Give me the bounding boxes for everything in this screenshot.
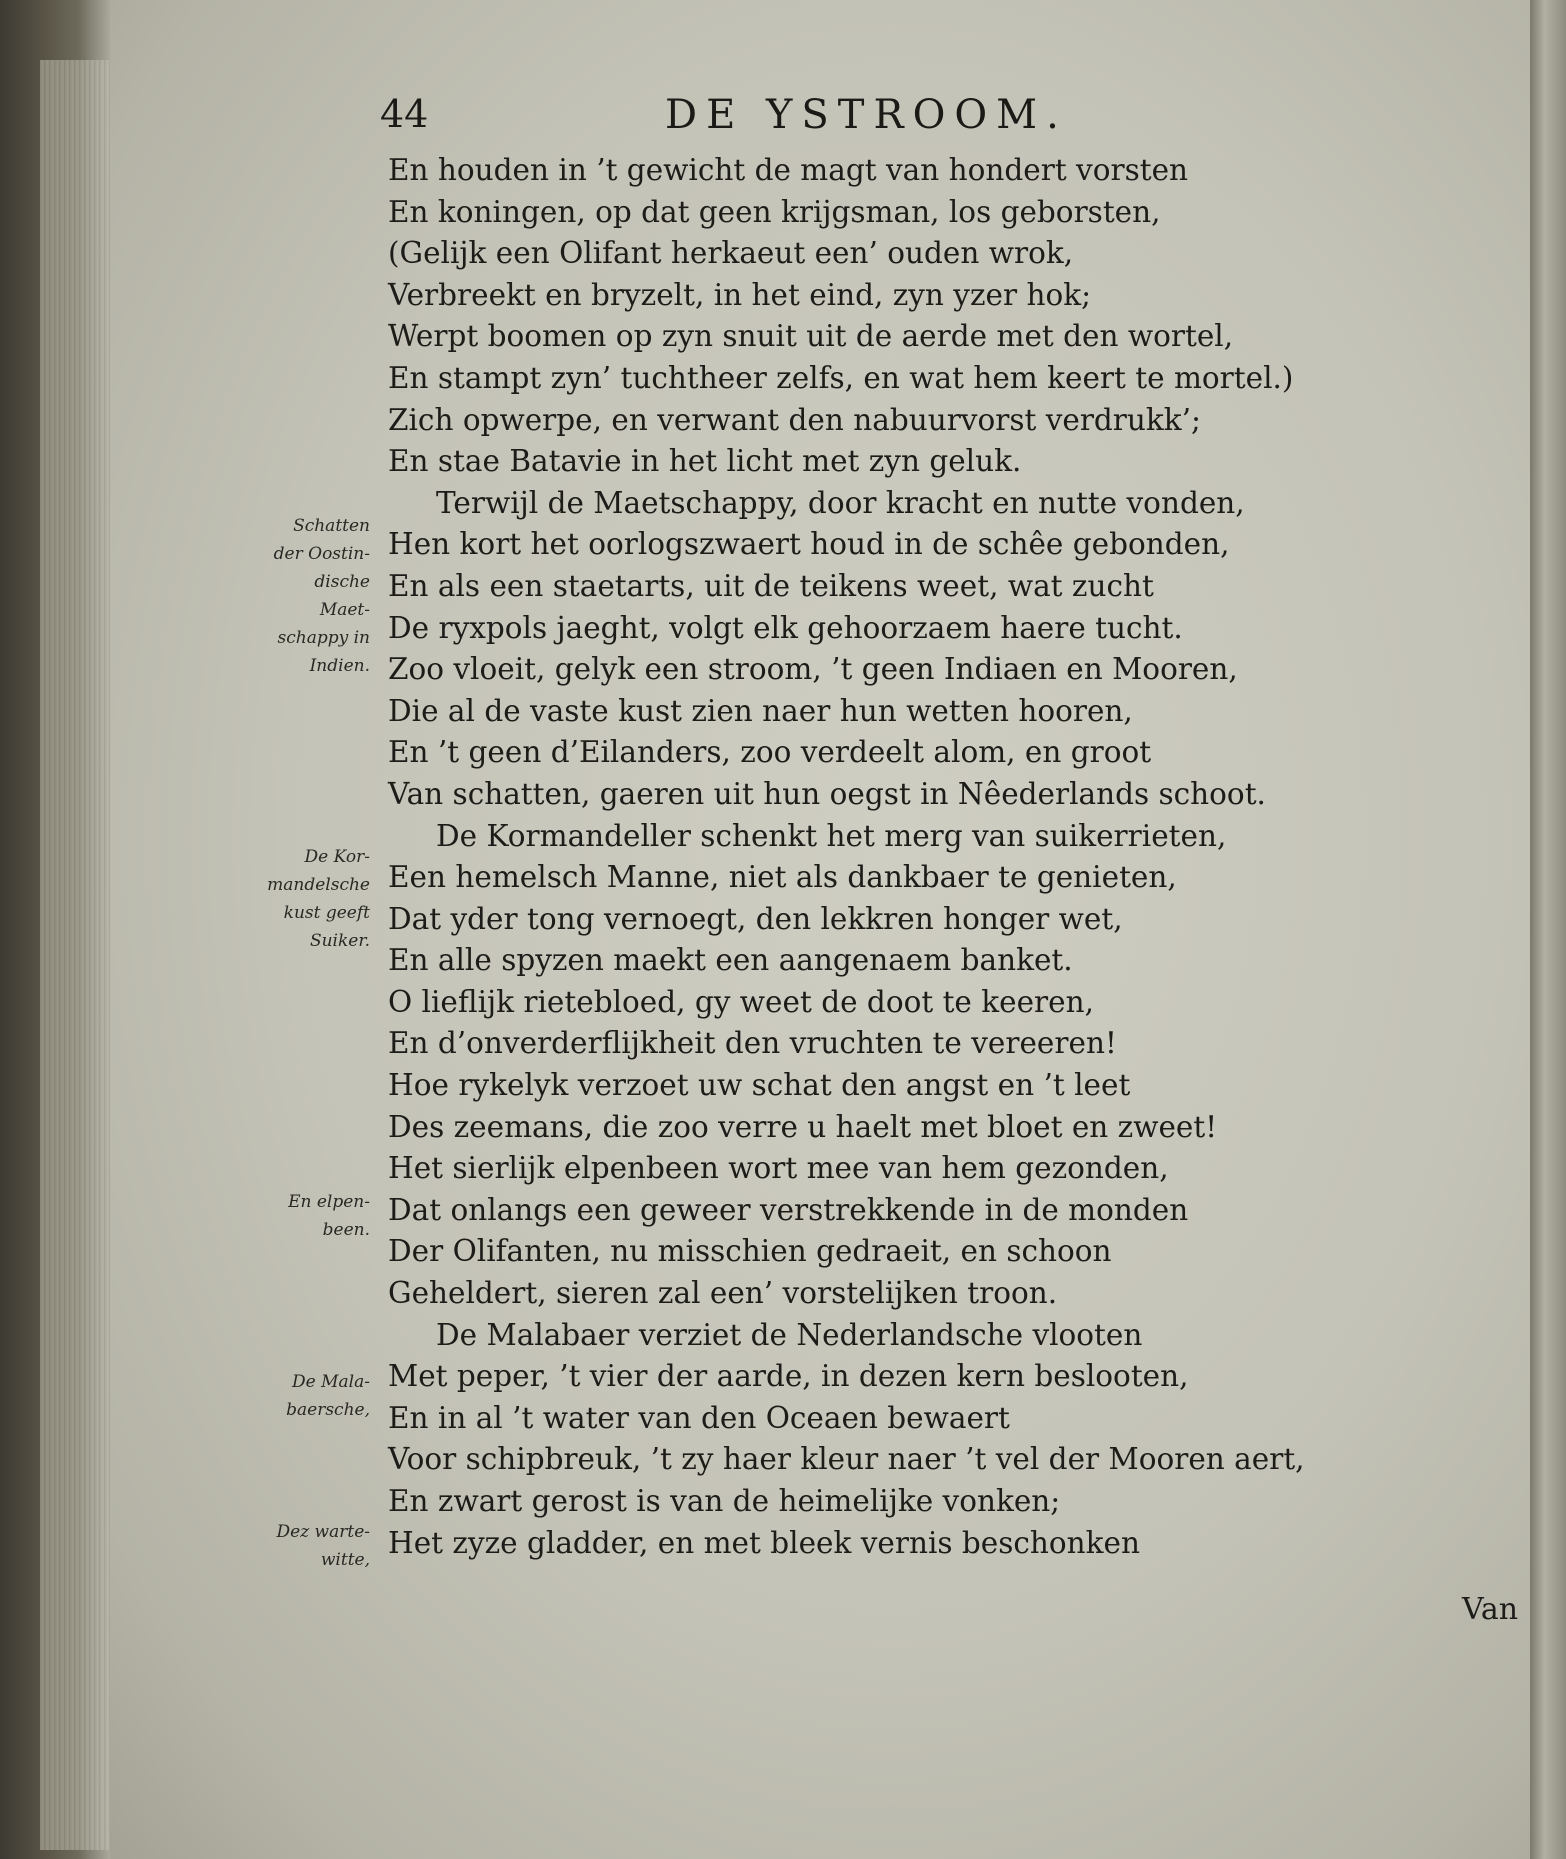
margin-note-line: schappy in <box>277 628 370 648</box>
margin-note <box>220 1368 370 1424</box>
verse-line: Werpt boomen op zyn snuit uit de aerde met den wortel, <box>388 319 1234 354</box>
margin-note <box>220 512 370 680</box>
margin-note-line: baersche, <box>286 1400 370 1420</box>
margin-note <box>220 843 370 955</box>
margin-note-line: Suiker. <box>309 931 370 951</box>
margin-note <box>220 1188 370 1244</box>
verse-line: Met peper, ’t vier der aarde, in dezen kern beslooten, <box>388 1359 1189 1394</box>
verse-line: En ’t geen d’Eilanders, zoo verdeelt alom, en groot <box>388 735 1152 770</box>
verse-line: En alle spyzen maekt een aangenaem banket. <box>388 943 1073 978</box>
verse-line: O lieflijk rietebloed, gy weet de doot te keeren, <box>388 984 1094 1019</box>
verse-line: En stae Batavie in het licht met zyn geluk. <box>388 444 1022 479</box>
margin-note-line: Indien. <box>309 656 370 676</box>
book-page <box>110 0 1530 1859</box>
verse-line: Der Olifanten, nu misschien gedraeit, en schoon <box>388 1234 1112 1269</box>
margin-note-line: kust geeft <box>283 903 370 923</box>
margin-note-line: witte, <box>320 1550 370 1570</box>
verse-line: En als een staetarts, uit de teikens weet, wat zucht <box>388 568 1154 603</box>
verse-line: Van schatten, gaeren uit hun oegst in Nêederlands schoot. <box>388 776 1266 811</box>
verse-line: Hen kort het oorlogszwaert houd in de schêe gebonden, <box>388 527 1230 562</box>
verse-line: De Malabaer verziet de Nederlandsche vlooten <box>436 1317 1143 1352</box>
verse-line: Zich opwerpe, en verwant den nabuurvorst verdrukk’; <box>388 402 1201 437</box>
running-head: DE YSTROOM. <box>665 92 1068 138</box>
verse-line: Hoe rykelyk verzoet uw schat den angst en ’t leet <box>388 1068 1131 1103</box>
verse-line: En stampt zyn’ tuchtheer zelfs, en wat hem keert te mortel.) <box>388 360 1294 395</box>
verse-line: Verbreekt en bryzelt, in het eind, zyn yzer hok; <box>388 277 1092 312</box>
page-header <box>110 92 1530 152</box>
verse-line: De Kormandeller schenkt het merg van suikerrieten, <box>436 818 1227 853</box>
verse-line: En in al ’t water van den Oceaen bewaert <box>388 1400 1010 1435</box>
page-number: 44 <box>380 92 429 136</box>
verse-line: En houden in ’t gewicht de magt van hondert vorsten <box>388 153 1189 187</box>
verse-line: En zwart gerost is van de heimelijke vonken; <box>388 1484 1061 1518</box>
margin-note-line: En elpen- <box>288 1192 370 1212</box>
margin-note-line: Maet- <box>319 600 370 620</box>
margin-note-line: De Kor- <box>304 847 370 867</box>
verse-line: Des zeemans, die zoo verre u haelt met bloet en zweet! <box>388 1109 1218 1144</box>
verse-line: Geheldert, sieren zal een’ vorstelijken troon. <box>388 1276 1058 1311</box>
verse-line: Het zyze gladder, en met bleek vernis beschonken <box>388 1525 1141 1560</box>
verse-line: Een hemelsch Manne, niet als dankbaer te genieten, <box>388 860 1177 895</box>
verse-line: Het sierlijk elpenbeen wort mee van hem gezonden, <box>388 1151 1169 1186</box>
page-edges-left <box>40 60 110 1850</box>
margin-note-line: der Oostin- <box>273 544 370 564</box>
margin-note-line: Schatten <box>293 516 370 536</box>
verse-line: En d’onverderflijkheit den vruchten te vereeren! <box>388 1026 1117 1061</box>
margin-note-line: dische <box>314 572 370 592</box>
margin-note-line: De Mala- <box>292 1372 370 1392</box>
margin-note <box>220 1518 370 1574</box>
verse-line: Dat onlangs een geweer verstrekkende in de monden <box>388 1192 1189 1227</box>
verse-line: Die al de vaste kust zien naer hun wetten hooren, <box>388 693 1133 728</box>
margin-note-line: Dez warte- <box>276 1522 370 1542</box>
verse-line: Zoo vloeit, gelyk een stroom, ’t geen Indiaen en Mooren, <box>388 652 1238 687</box>
verse-line: Terwijl de Maetschappy, door kracht en nutte vonden, <box>436 485 1245 520</box>
verse-line: Dat yder tong vernoegt, den lekkren honger wet, <box>388 901 1123 936</box>
verse-line: En koningen, op dat geen krijgsman, los geborsten, <box>388 194 1161 229</box>
verse-line: Voor schipbreuk, ’t zy haer kleur naer ’t vel der Mooren aert, <box>388 1442 1305 1477</box>
verse-text <box>388 150 1548 1564</box>
margin-note-line: been. <box>322 1220 370 1240</box>
verse-line: De ryxpols jaeght, volgt elk gehoorzaem haere tucht. <box>388 610 1183 645</box>
catchword: Van <box>1462 1592 1519 1627</box>
verse-line: (Gelijk een Olifant herkaeut een’ ouden wrok, <box>388 236 1074 271</box>
margin-note-line: mandelsche <box>267 875 370 895</box>
